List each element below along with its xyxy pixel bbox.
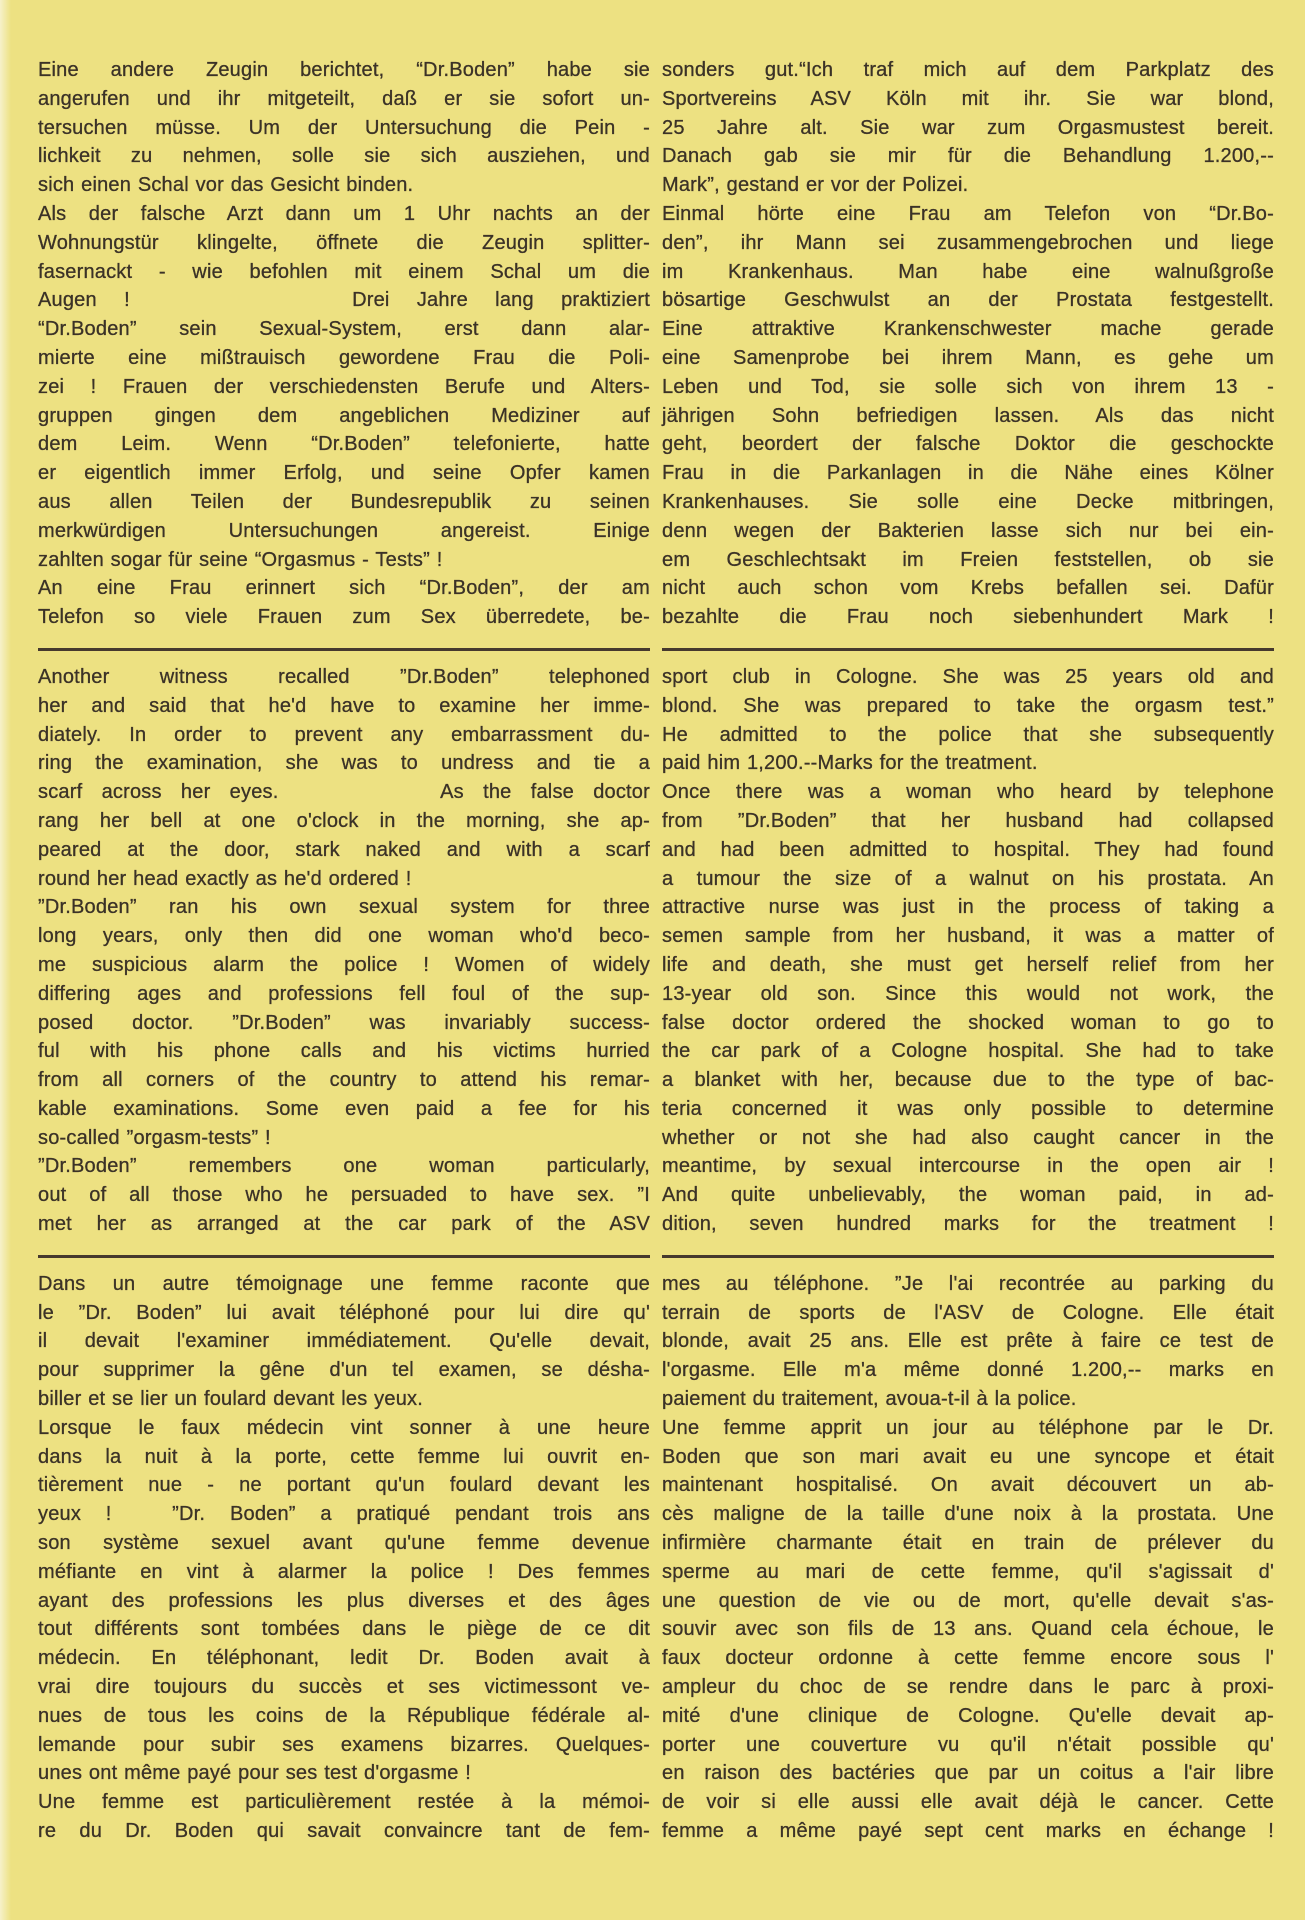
text-line: Krankenhauses. Sie solle eine Decke mitbringen, [662, 490, 1274, 513]
text-line: nues de tous les coins de la République fédérale al- [38, 1704, 650, 1727]
text-line: sport club in Cologne. She was 25 years old and [662, 665, 1274, 688]
text-line: 13-year old son. Since this would not work, the [662, 982, 1274, 1005]
horizontal-rule [662, 648, 1274, 651]
text-line: le ”Dr. Boden” lui avait téléphoné pour lui dire qu' [38, 1301, 650, 1324]
text-line: il devait l'examiner immédiatement. Qu'elle devait, [38, 1330, 650, 1353]
text-line: unes ont même payé pour ses test d'orgasme ! [38, 1762, 472, 1785]
text-line: angerufen und ihr mitgeteilt, daß er sie sofort un- [38, 87, 650, 110]
english-text-left [38, 663, 650, 1239]
text-line: sonders gut.“Ich traf mich auf dem Parkplatz des [662, 59, 1274, 81]
text-line: blond. She was prepared to take the orgasm test.” [662, 694, 1274, 717]
text-line: a tumour the size of a walnut on his prostata. An [662, 867, 1274, 890]
text-line: Als der falsche Arzt dann um 1 Uhr nachts an der [38, 202, 650, 225]
text-line: whether or not she had also caught cancer in the [662, 1126, 1274, 1149]
text-line: Telefon so viele Frauen zum Sex überredete, be- [38, 606, 650, 629]
text-line: Lorsque le faux médecin vint sonner à une heure [38, 1416, 650, 1439]
text-line: mes au téléphone. ”Je l'ai recontrée au parking du [662, 1272, 1274, 1295]
text-line: Once there was a woman who heard by telephone [662, 781, 1274, 804]
text-line: lemande pour subir ses examens bizarres. Quelques- [38, 1733, 650, 1756]
text-line: false doctor ordered the shocked woman to go to [662, 1011, 1274, 1034]
text-line: terrain de sports de l'ASV de Cologne. Elle était [662, 1301, 1274, 1324]
text-line: Une femme est particulièrement restée à la mémoi- [38, 1791, 650, 1814]
text-line: scarf across her eyes. As the false doctor [38, 781, 650, 804]
text-line: lichkeit zu nehmen, solle sie sich ausziehen, und [38, 145, 650, 168]
text-line: dans la nuit à la porte, cette femme lui ouvrit en- [38, 1445, 650, 1468]
text-line: Augen ! Drei Jahre lang praktiziert [38, 289, 650, 312]
text-line: “Dr.Boden” sein Sexual-System, erst dann alar- [38, 318, 650, 341]
text-line: maintenant hospitalisé. On avait découvert un ab- [662, 1474, 1274, 1497]
text-line: And quite unbelievably, the woman paid, in ad- [662, 1184, 1274, 1207]
text-line: posed doctor. ”Dr.Boden” was invariably success- [38, 1011, 650, 1034]
text-line: jährigen Sohn befriedigen lassen. Als das nicht [662, 404, 1274, 427]
text-line: Mark”, gestand er vor der Polizei. [662, 174, 969, 197]
text-line: porter une couverture vu qu'il n'était possible qu' [662, 1733, 1274, 1756]
text-line: Sportvereins ASV Köln mit ihr. Sie war blond, [662, 87, 1274, 110]
text-line: He admitted to the police that she subsequently [662, 723, 1274, 746]
text-line: Frau in die Parkanlagen in die Nähe eines Kölner [662, 462, 1274, 485]
text-line: biller et se lier un foulard devant les yeux. [38, 1388, 423, 1411]
text-line: infirmière charmante était en train de prélever du [662, 1532, 1274, 1555]
text-line: peared at the door, stark naked and with a scarf [38, 838, 650, 861]
text-line: merkwürdigen Untersuchungen angereist. Einige [38, 519, 650, 542]
text-line: semen sample from her husband, it was a matter of [662, 925, 1274, 948]
german-text-left [38, 56, 650, 632]
text-line: ful with his phone calls and his victims hurried [38, 1040, 650, 1063]
text-line: Wohnungstür klingelte, öffnete die Zeugin splitter- [38, 231, 650, 254]
text-line: met her as arranged at the car park of the ASV [38, 1213, 650, 1236]
french-text-left [38, 1270, 650, 1846]
text-line: a blanket with her, because due to the type of bac- [662, 1069, 1274, 1092]
text-line: souvir avec son fils de 13 ans. Quand cela échoue, le [662, 1618, 1274, 1641]
text-line: sperme au mari de cette femme, qu'il s'agissait d' [662, 1560, 1274, 1583]
text-line: em Geschlechtsakt im Freien feststellen, ob sie [662, 548, 1274, 571]
text-line: long years, only then did one woman who'd beco- [38, 925, 650, 948]
horizontal-rule [38, 648, 650, 651]
text-line: pour supprimer la gêne d'un tel examen, se désha- [38, 1359, 650, 1382]
text-line: differing ages and professions fell foul of the sup- [38, 982, 650, 1005]
text-line: rang her bell at one o'clock in the morning, she ap- [38, 809, 650, 832]
text-line: out of all those who he persuaded to have sex. ”I [38, 1184, 650, 1207]
text-line: Une femme apprit un jour au téléphone par le Dr. [662, 1416, 1274, 1439]
text-line: Leben und Tod, sie solle sich von ihrem 13 - [662, 375, 1274, 398]
text-line: attractive nurse was just in the process of taking a [662, 896, 1274, 919]
text-line: round her head exactly as he'd ordered ! [38, 867, 412, 890]
text-line: vrai dire toujours du succès et ses victimessont ve- [38, 1676, 650, 1699]
text-line: bezahlte die Frau noch siebenhundert Mark ! [662, 606, 1274, 629]
text-line: faux docteur ordonne à cette femme encore sous l' [662, 1647, 1274, 1670]
text-line: from all corners of the country to attend his remar- [38, 1069, 650, 1092]
text-line: bösartige Geschwulst an der Prostata festgestellt. [662, 289, 1274, 312]
german-text-right [662, 56, 1274, 632]
text-line: teria concerned it was only possible to determine [662, 1097, 1274, 1120]
text-line: denn wegen der Bakterien lasse sich nur bei ein- [662, 519, 1274, 542]
text-line: ”Dr.Boden” remembers one woman particularly, [38, 1155, 650, 1178]
text-line: cès maligne de la taille d'une noix à la prostata. Une [662, 1503, 1274, 1526]
text-line: paid him 1,200.--Marks for the treatment. [662, 752, 1038, 775]
text-line: the car park of a Cologne hospital. She had to take [662, 1040, 1274, 1063]
text-line: tout différents sont tombées dans le piège de ce dit [38, 1618, 650, 1641]
text-line: mité d'une clinique de Cologne. Qu'elle devait ap- [662, 1704, 1274, 1727]
text-line: zahlten sogar für seine “Orgasmus - Tests” ! [38, 548, 443, 571]
text-line: de voir si elle aussi elle avait déjà le cancer. Cette [662, 1791, 1274, 1814]
text-line: im Krankenhaus. Man habe eine walnußgroße [662, 260, 1274, 283]
text-line: tersuchen müsse. Um der Untersuchung die Pein - [38, 116, 650, 139]
text-line: Dans un autre témoignage une femme raconte que [38, 1272, 650, 1295]
text-line: An eine Frau erinnert sich “Dr.Boden”, der am [38, 577, 650, 600]
text-line: ayant des professions les plus diverses et des âges [38, 1589, 650, 1612]
text-line: tièrement nue - ne portant qu'un foulard devant les [38, 1474, 650, 1497]
text-line: geht, beordert der falsche Doktor die geschockte [662, 433, 1274, 456]
text-line: meantime, by sexual intercourse in the open air ! [662, 1155, 1274, 1178]
text-line: diately. In order to prevent any embarrassment du- [38, 723, 650, 746]
text-line: une question de vie ou de mort, qu'elle devait s'as- [662, 1589, 1274, 1612]
text-line: Danach gab sie mir für die Behandlung 1.200,-- [662, 145, 1274, 168]
text-line: ampleur du choc de se rendre dans le parc à proxi- [662, 1676, 1274, 1699]
text-line: 25 Jahre alt. Sie war zum Orgasmustest bereit. [662, 116, 1274, 139]
text-line: Another witness recalled ”Dr.Boden” telephoned [38, 665, 650, 688]
text-line: nicht auch schon vom Krebs befallen sei. Dafür [662, 577, 1274, 600]
text-line: from ”Dr.Boden” that her husband had collapsed [662, 809, 1274, 832]
text-line: her and said that he'd have to examine her imme- [38, 694, 650, 717]
text-line: life and death, she must get herself relief from her [662, 953, 1274, 976]
text-line: dition, seven hundred marks for the treatment ! [662, 1213, 1274, 1236]
text-line: kable examinations. Some even paid a fee for his [38, 1097, 650, 1120]
text-line: sich einen Schal vor das Gesicht binden. [38, 174, 414, 197]
text-line: l'orgasme. Elle m'a même donné 1.200,-- marks en [662, 1359, 1274, 1382]
text-line: me suspicious alarm the police ! Women of widely [38, 953, 650, 976]
horizontal-rule [38, 1255, 650, 1258]
right-column [662, 56, 1274, 1920]
text-line: son système sexuel avant qu'une femme devenue [38, 1532, 650, 1555]
text-line: en raison des bactéries que par un coitus a l'air libre [662, 1762, 1274, 1785]
text-line: femme a même payé sept cent marks en échange ! [662, 1820, 1274, 1843]
text-line: zei ! Frauen der verschiedensten Berufe und Alters- [38, 375, 650, 398]
text-line: yeux ! ”Dr. Boden” a pratiqué pendant trois ans [38, 1503, 650, 1526]
left-column [38, 56, 650, 1920]
text-line: ”Dr.Boden” ran his own sexual system for three [38, 896, 650, 919]
text-line: and had been admitted to hospital. They had found [662, 838, 1274, 861]
horizontal-rule [662, 1255, 1274, 1258]
text-line: Eine attraktive Krankenschwester mache gerade [662, 318, 1274, 341]
text-line: mierte eine mißtrauisch gewordene Frau die Poli- [38, 346, 650, 369]
text-line: médecin. En téléphonant, ledit Dr. Boden avait à [38, 1647, 650, 1670]
text-line: Einmal hörte eine Frau am Telefon von “Dr.Bo- [662, 202, 1274, 225]
text-line: den”, ihr Mann sei zusammengebrochen und liege [662, 231, 1274, 254]
text-line: dem Leim. Wenn “Dr.Boden” telefonierte, hatte [38, 433, 650, 456]
text-line: paiement du traitement, avoua-t-il à la police. [662, 1388, 1077, 1411]
text-line: er eigentlich immer Erfolg, und seine Opfer kamen [38, 462, 650, 485]
english-text-right [662, 663, 1274, 1239]
text-line: Eine andere Zeugin berichtet, “Dr.Boden” habe sie [38, 59, 650, 81]
text-line: re du Dr. Boden qui savait convaincre tant de fem- [38, 1820, 650, 1843]
text-line: ring the examination, she was to undress and tie a [38, 752, 650, 775]
text-line: so-called ”orgasm-tests” ! [38, 1126, 271, 1149]
text-line: fasernackt - wie befohlen mit einem Schal um die [38, 260, 650, 283]
text-line: méfiante en vint à alarmer la police ! Des femmes [38, 1560, 650, 1583]
text-line: gruppen gingen dem angeblichen Mediziner auf [38, 404, 650, 427]
text-line: eine Samenprobe bei ihrem Mann, es gehe um [662, 346, 1274, 369]
french-text-right [662, 1270, 1274, 1846]
text-line: blonde, avait 25 ans. Elle est prête à faire ce test de [662, 1330, 1274, 1353]
text-line: Boden que son mari avait eu une syncope et était [662, 1445, 1274, 1468]
text-line: aus allen Teilen der Bundesrepublik zu seinen [38, 490, 650, 513]
